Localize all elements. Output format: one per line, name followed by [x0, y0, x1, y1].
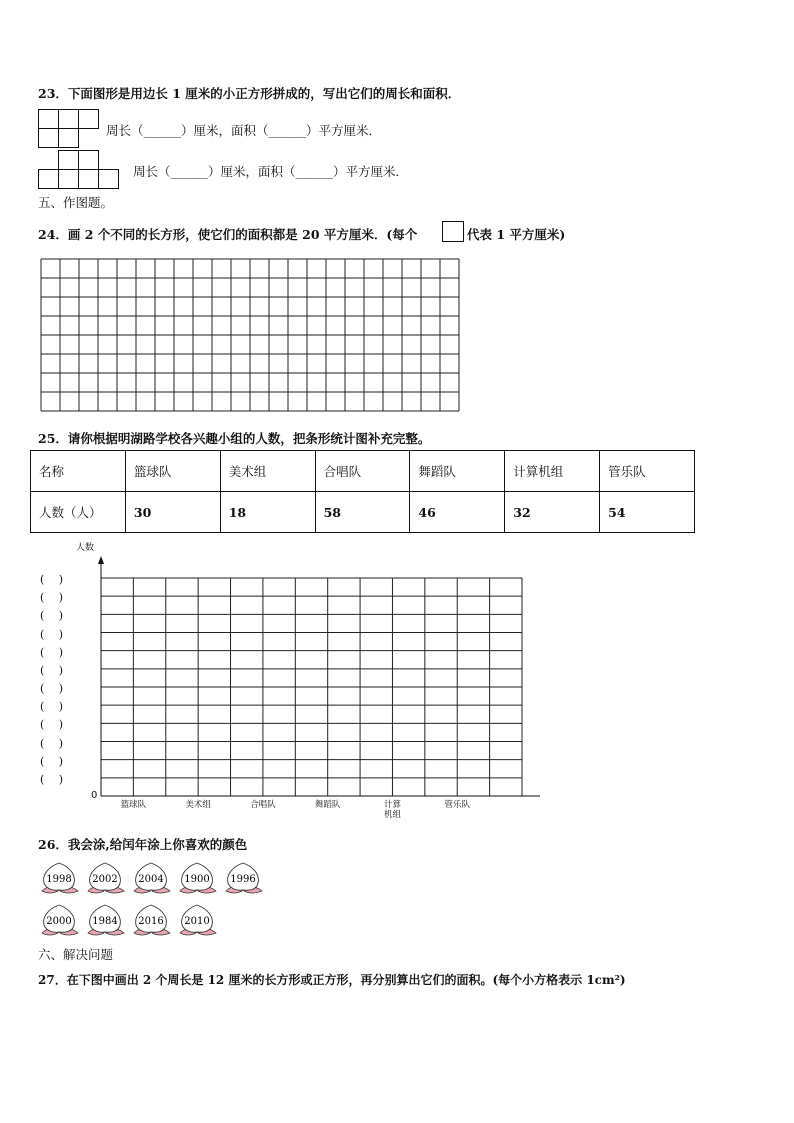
y-tick-placeholder[interactable]: ( ) [40, 754, 64, 768]
x-axis-label: 管乐队 [444, 800, 470, 810]
table-cell: 舞蹈队 [410, 451, 505, 492]
x-axis-label: 计算 机组 [383, 800, 401, 820]
q27-title: 27．在下图中画出 2 个周长是 12 厘米的长方形或正方形，再分别算出它们的面积。(每个小方格表示 1cm²) [38, 973, 626, 987]
peach-year-label: 1996 [230, 874, 256, 885]
peach-icon[interactable] [128, 903, 174, 939]
table-cell: 美术组 [220, 451, 315, 492]
peach-icon[interactable] [174, 861, 220, 897]
q23-line-1: 周长（______）厘米，面积（______）平方厘米． [106, 123, 382, 138]
x-axis-label: 合唱队 [250, 800, 276, 810]
y-tick-placeholder[interactable]: ( ) [40, 609, 64, 623]
peach-icon[interactable] [82, 861, 128, 897]
y-tick-placeholder[interactable]: ( ) [40, 736, 64, 750]
chart-y-label: 人数 [76, 543, 95, 553]
peach-icon[interactable] [82, 903, 128, 939]
section-5-heading: 五、作图题。 [38, 195, 114, 210]
q25-chart-axes [94, 556, 544, 801]
peach-year-label: 1998 [46, 874, 72, 885]
q25-data-table [30, 450, 695, 533]
q25-title: 25．请你根据明湖路学校各兴趣小组的人数，把条形统计图补充完整。 [38, 431, 431, 446]
x-axis-label: 舞蹈队 [314, 800, 341, 810]
table-cell: 管乐队 [600, 451, 695, 492]
y-tick-placeholder[interactable]: ( ) [40, 682, 64, 695]
q26-title: 26．我会涂,给闰年涂上你喜欢的颜色 [38, 837, 248, 852]
peach-year-label: 2016 [138, 916, 164, 927]
table-cell: 58 [315, 492, 410, 533]
table-cell: 人数（人） [31, 492, 126, 533]
q24-drawing-grid [40, 258, 460, 412]
section-6-heading: 六、解决问题 [38, 947, 114, 962]
peach-icon[interactable] [36, 903, 82, 939]
x-axis-label: 美术组 [185, 800, 211, 810]
table-cell: 30 [125, 492, 220, 533]
y-tick-placeholder[interactable]: ( ) [40, 627, 64, 641]
chart-origin-label: 0 [91, 790, 98, 801]
table-cell: 合唱队 [315, 451, 410, 492]
table-row [31, 492, 695, 533]
y-axis-arrow-icon [98, 556, 104, 564]
peach-icon[interactable] [128, 861, 174, 897]
y-tick-placeholder[interactable]: ( ) [40, 591, 64, 605]
table-cell: 32 [505, 492, 600, 533]
y-tick-placeholder[interactable]: ( ) [40, 718, 64, 732]
peach-icon[interactable] [36, 861, 82, 897]
peach-year-label: 2004 [138, 874, 164, 885]
unit-square-icon [442, 221, 464, 242]
peach-year-label: 2010 [184, 916, 210, 927]
table-cell: 18 [220, 492, 315, 533]
table-header-row [31, 451, 695, 492]
table-cell: 计算机组 [505, 451, 600, 492]
peach-icon[interactable] [174, 903, 220, 939]
q24-title-a: 24．画 2 个不同的长方形，使它们的面积都是 20 平方厘米．(每个 [38, 227, 418, 242]
y-tick-placeholder[interactable]: ( ) [40, 645, 64, 659]
y-tick-placeholder[interactable]: ( ) [40, 700, 64, 714]
y-tick-placeholder[interactable]: ( ) [40, 573, 64, 586]
table-cell: 篮球队 [125, 451, 220, 492]
table-cell: 名称 [31, 451, 126, 492]
table-cell: 54 [600, 492, 695, 533]
q24-title-b: 代表 1 平方厘米) [467, 227, 566, 242]
peach-year-label: 2002 [92, 874, 118, 885]
peach-year-label: 2000 [46, 916, 72, 927]
q23-title: 23．下面图形是用边长 1 厘米的小正方形拼成的，写出它们的周长和面积． [38, 86, 461, 101]
y-tick-placeholder[interactable]: ( ) [40, 772, 64, 786]
y-tick-placeholder[interactable]: ( ) [40, 663, 64, 677]
table-cell: 46 [410, 492, 505, 533]
peach-year-label: 1984 [92, 916, 118, 927]
x-axis-label: 篮球队 [120, 800, 147, 810]
peach-year-label: 1900 [184, 874, 210, 885]
peach-icon[interactable] [220, 861, 266, 897]
q23-line-2: 周长（______）厘米，面积（______）平方厘米． [133, 164, 409, 179]
